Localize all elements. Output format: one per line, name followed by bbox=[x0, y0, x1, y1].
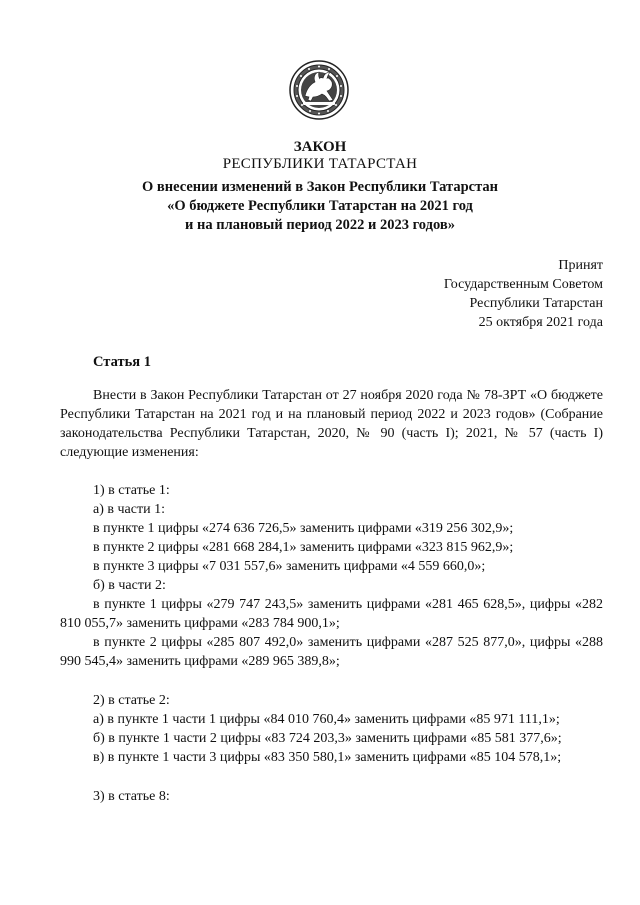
list-item: в пункте 1 цифры «274 636 726,5» заменить цифрами «319 256 302,9»; bbox=[93, 521, 514, 536]
list-item: б) в части 2: bbox=[93, 578, 166, 593]
adoption-line: Государственным Советом bbox=[443, 277, 603, 292]
adoption-line: Республики Татарстан bbox=[469, 296, 603, 311]
adoption-date: 25 октября 2021 года bbox=[478, 315, 603, 330]
law-name-line: О внесении изменений в Закон Республики Татарстан bbox=[142, 179, 498, 195]
law-title: ЗАКОН bbox=[293, 139, 347, 155]
law-subtitle: РЕСПУБЛИКИ ТАТАРСТАН bbox=[222, 156, 418, 172]
list-item: а) в части 1: bbox=[93, 502, 165, 517]
tatarstan-coat-of-arms-icon bbox=[289, 60, 349, 120]
list-item: в) в пункте 1 части 3 цифры «83 350 580,1» заменить цифрами «85 104 578,1»; bbox=[93, 750, 562, 765]
article-intro: Внести в Закон Республики Татарстан от 27 ноября 2020 года № 78-ЗРТ «О бюджете Республики Татарстан на 2021 год и на плановый период 2022 и 2023 годов» (Собрание законодательства Республики Татарстан, 2020, № 90 (часть I); 2021, № 57 (часть I) следующие изменения: bbox=[60, 388, 603, 460]
list-item: а) в пункте 1 части 1 цифры «84 010 760,4» заменить цифрами «85 971 111,1»; bbox=[93, 712, 560, 727]
list-item: в пункте 2 цифры «281 668 284,1» заменить цифрами «323 815 962,9»; bbox=[93, 540, 514, 555]
adoption-line: Принят bbox=[558, 258, 603, 273]
list-item: в пункте 2 цифры «285 807 492,0» заменить цифрами «287 525 877,0», цифры «288 990 545,4» заменить цифрами «289 965 389,8»; bbox=[60, 635, 603, 669]
list-item: 1) в статье 1: bbox=[93, 483, 170, 498]
law-name bbox=[0, 178, 640, 235]
law-name-line: «О бюджете Республики Татарстан на 2021 год bbox=[167, 198, 473, 214]
law-name-line: и на плановый период 2022 и 2023 годов» bbox=[185, 217, 455, 233]
list-item: б) в пункте 1 части 2 цифры «83 724 203,3» заменить цифрами «85 581 377,6»; bbox=[93, 731, 562, 746]
article-heading: Статья 1 bbox=[93, 354, 151, 370]
list-item: 3) в статье 8: bbox=[93, 789, 170, 804]
adoption-block bbox=[444, 256, 603, 332]
list-item: в пункте 1 цифры «279 747 243,5» заменить цифрами «281 465 628,5», цифры «282 810 055,7» заменить цифрами «283 784 900,1»; bbox=[60, 597, 603, 631]
list-item: в пункте 3 цифры «7 031 557,6» заменить цифрами «4 559 660,0»; bbox=[93, 559, 486, 574]
list-item: 2) в статье 2: bbox=[93, 693, 170, 708]
